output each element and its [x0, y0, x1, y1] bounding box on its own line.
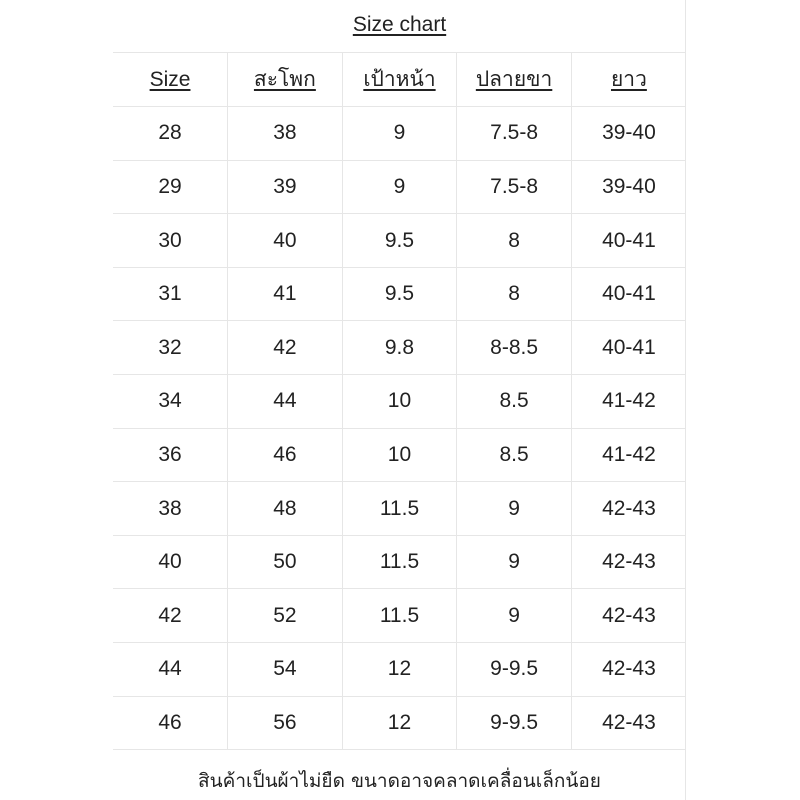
cell-size: 36	[113, 428, 228, 482]
cell-hip: 46	[228, 428, 343, 482]
cell-hip: 56	[228, 696, 343, 750]
table-row	[113, 643, 686, 697]
cell-leg-opening: 9	[457, 535, 572, 589]
table-row	[113, 696, 686, 750]
table-body	[113, 107, 686, 750]
cell-leg-opening: 8-8.5	[457, 321, 572, 375]
cell-hip: 48	[228, 482, 343, 536]
cell-length: 40-41	[571, 214, 686, 268]
cell-length: 42-43	[571, 535, 686, 589]
header-hip-label: สะโพก	[253, 68, 316, 92]
cell-front-rise: 11.5	[342, 589, 457, 643]
table-row	[113, 375, 686, 429]
header-front-rise	[342, 53, 457, 107]
cell-front-rise: 9.5	[342, 267, 457, 321]
header-length-label: ยาว	[610, 68, 647, 92]
table-row	[113, 107, 686, 161]
cell-hip: 38	[228, 107, 343, 161]
cell-leg-opening: 8	[457, 214, 572, 268]
table-row	[113, 267, 686, 321]
header-size	[113, 53, 228, 107]
cell-size: 32	[113, 321, 228, 375]
cell-length: 42-43	[571, 643, 686, 697]
cell-leg-opening: 9	[457, 589, 572, 643]
table-row	[113, 160, 686, 214]
header-leg-opening-label: ปลายขา	[475, 68, 553, 92]
size-chart-title: Size chart	[352, 13, 447, 36]
cell-front-rise: 11.5	[342, 482, 457, 536]
cell-front-rise: 10	[342, 375, 457, 429]
cell-leg-opening: 8.5	[457, 375, 572, 429]
cell-front-rise: 11.5	[342, 535, 457, 589]
cell-size: 34	[113, 375, 228, 429]
table-row	[113, 428, 686, 482]
cell-leg-opening: 9-9.5	[457, 643, 572, 697]
cell-leg-opening: 8.5	[457, 428, 572, 482]
cell-size: 29	[113, 160, 228, 214]
cell-size: 44	[113, 643, 228, 697]
table-row	[113, 589, 686, 643]
size-table	[113, 53, 686, 750]
header-size-label: Size	[149, 67, 191, 91]
cell-leg-opening: 7.5-8	[457, 107, 572, 161]
cell-size: 46	[113, 696, 228, 750]
cell-front-rise: 10	[342, 428, 457, 482]
cell-front-rise: 9.8	[342, 321, 457, 375]
table-row	[113, 535, 686, 589]
cell-hip: 41	[228, 267, 343, 321]
header-leg-opening	[457, 53, 572, 107]
cell-size: 30	[113, 214, 228, 268]
cell-size: 42	[113, 589, 228, 643]
cell-length: 42-43	[571, 589, 686, 643]
cell-size: 31	[113, 267, 228, 321]
table-row	[113, 482, 686, 536]
cell-hip: 39	[228, 160, 343, 214]
footer-note: สินค้าเป็นผ้าไม่ยืด ขนาดอาจคลาดเคลื่อนเล็กน้อย	[198, 770, 601, 792]
title-row	[113, 0, 686, 53]
cell-hip: 50	[228, 535, 343, 589]
cell-size: 28	[113, 107, 228, 161]
cell-hip: 52	[228, 589, 343, 643]
header-length	[571, 53, 686, 107]
cell-leg-opening: 8	[457, 267, 572, 321]
cell-length: 40-41	[571, 267, 686, 321]
cell-front-rise: 12	[342, 643, 457, 697]
cell-hip: 40	[228, 214, 343, 268]
cell-length: 42-43	[571, 696, 686, 750]
cell-length: 41-42	[571, 428, 686, 482]
cell-leg-opening: 7.5-8	[457, 160, 572, 214]
cell-size: 40	[113, 535, 228, 589]
cell-hip: 42	[228, 321, 343, 375]
header-hip	[228, 53, 343, 107]
cell-leg-opening: 9	[457, 482, 572, 536]
size-chart-panel	[113, 0, 686, 800]
cell-front-rise: 9	[342, 107, 457, 161]
table-row	[113, 321, 686, 375]
cell-hip: 44	[228, 375, 343, 429]
cell-size: 38	[113, 482, 228, 536]
cell-length: 40-41	[571, 321, 686, 375]
cell-front-rise: 9.5	[342, 214, 457, 268]
header-front-rise-label: เป้าหน้า	[363, 68, 436, 92]
cell-front-rise: 9	[342, 160, 457, 214]
cell-hip: 54	[228, 643, 343, 697]
table-header-row	[113, 53, 686, 107]
table-row	[113, 214, 686, 268]
cell-length: 39-40	[571, 160, 686, 214]
cell-length: 42-43	[571, 482, 686, 536]
cell-length: 41-42	[571, 375, 686, 429]
cell-leg-opening: 9-9.5	[457, 696, 572, 750]
cell-length: 39-40	[571, 107, 686, 161]
cell-front-rise: 12	[342, 696, 457, 750]
